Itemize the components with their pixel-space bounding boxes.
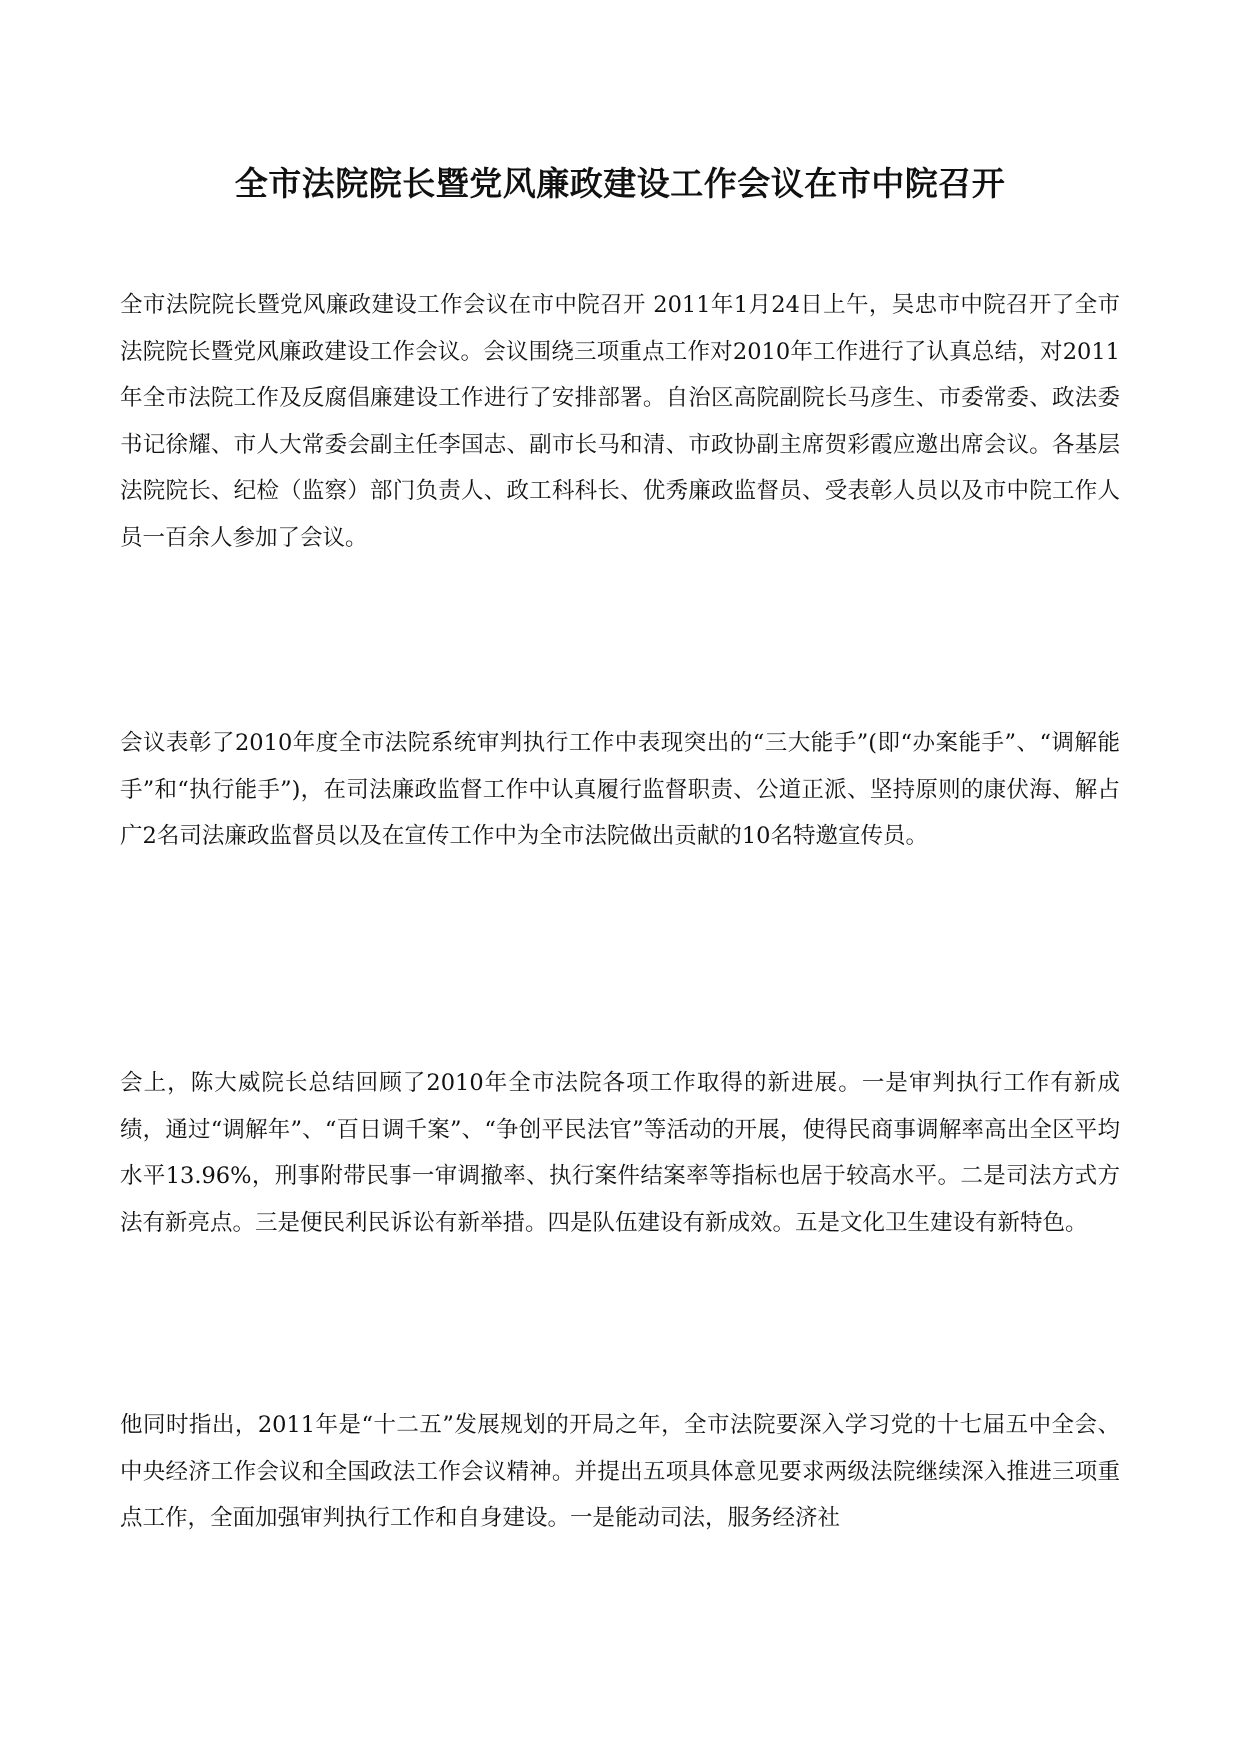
document-title: 全市法院院长暨党风廉政建设工作会议在市中院召开	[234, 164, 1006, 203]
paragraph-meeting-summary: 全市法院院长暨党风廉政建设工作会议在市中院召开 2011年1月24日上午，吴忠市中院召开了全市法院院长暨党风廉政建设工作会议。会议围绕三项重点工作对2010年工作进行了认真总结，对2011年全市法院工作及反腐倡廉建设工作进行了安排部署。自治区高院副院长马彦生、市委常委、政法委书记徐耀、市人大常委会副主任李国志、副市长马和清、市政协副主席贺彩霞应邀出席会议。各基层法院院长、纪检（监察）部门负责人、政工科科长、优秀廉政监督员、受表彰人员以及市中院工作人员一百余人参加了会议。	[120, 292, 1120, 551]
paragraph-requirements: 他同时指出，2011年是“十二五”发展规划的开局之年，全市法院要深入学习党的十七届五中全会、中央经济工作会议和全国政法工作会议精神。并提出五项具体意见要求两级法院继续深入推进三项重点工作，全面加强审判执行工作和自身建设。一是能动司法，服务经济社	[120, 1412, 1120, 1531]
paragraph-work-review: 会上，陈大威院长总结回顾了2010年全市法院各项工作取得的新进展。一是审判执行工作有新成绩，通过“调解年”、“百日调千案”、“争创平民法官”等活动的开展，使得民商事调解率高出全区平均水平13.96%，刑事附带民事一审调撤率、执行案件结案率等指标也居于较高水平。二是司法方式方法有新亮点。三是便民利民诉讼有新举措。四是队伍建设有新成效。五是文化卫生建设有新特色。	[120, 1070, 1120, 1236]
paragraph-commendations: 会议表彰了2010年度全市法院系统审判执行工作中表现突出的“三大能手”(即“办案能手”、“调解能手”和“执行能手”)，在司法廉政监督工作中认真履行监督职责、公道正派、坚持原则的康伏海、解占广2名司法廉政监督员以及在宣传工作中为全市法院做出贡献的10名特邀宣传员。	[120, 730, 1120, 849]
